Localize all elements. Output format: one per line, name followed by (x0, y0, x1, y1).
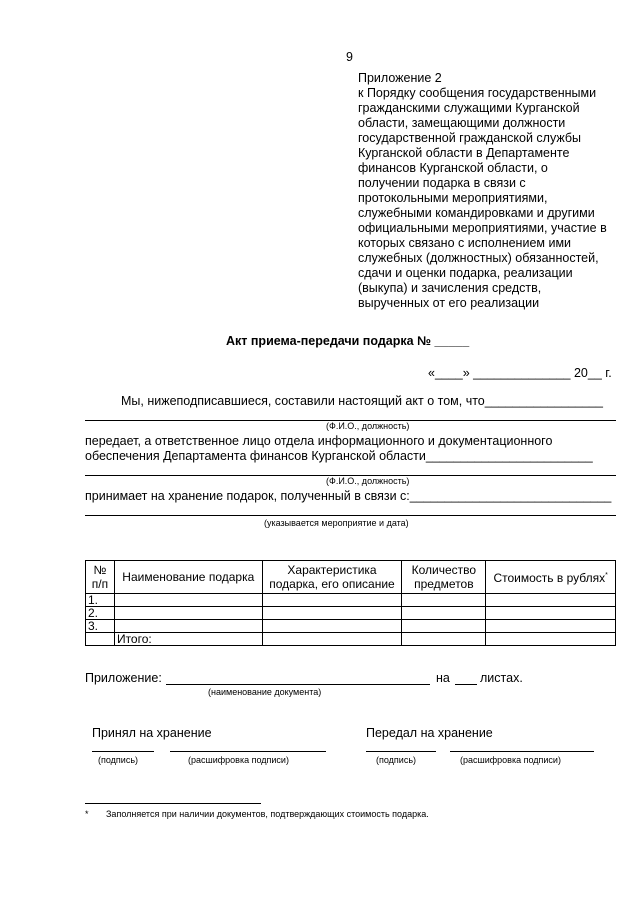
table-cell (262, 633, 402, 646)
attachment-label: Приложение: (85, 671, 162, 685)
footnote-text: Заполняется при наличии документов, подтверждающих стоимость подарка. (106, 809, 429, 819)
table-cell: 1. (86, 594, 115, 607)
attachment-on: на (436, 671, 450, 685)
appendix-line: к Порядку сообщения государственными (358, 86, 597, 100)
header-name: Наименование подарка (114, 561, 262, 594)
appendix-line: протокольными мероприятиями, (358, 191, 548, 205)
attachment-sheets-line (455, 684, 477, 685)
appendix-line: Приложение 2 (358, 71, 442, 85)
table-cell (402, 633, 486, 646)
appendix-block (358, 71, 607, 311)
header-description: Характеристика подарка, его описание (262, 561, 402, 594)
received-decode-line (170, 751, 326, 752)
header-cost (486, 561, 616, 594)
date-line: «____» ______________ 20__ г. (428, 366, 612, 380)
table-cell (114, 620, 262, 633)
appendix-line: (выкупа) и зачисления средств, (358, 281, 542, 295)
handed-decode-line (450, 751, 594, 752)
table-cell (486, 607, 616, 620)
appendix-line: служебных (должностных) обязанностей, (358, 251, 599, 265)
table-cell (402, 620, 486, 633)
table-cell (262, 607, 402, 620)
appendix-line: финансов Курганской области, о (358, 161, 548, 175)
table-cell (402, 594, 486, 607)
received-decode-caption: (расшифровка подписи) (188, 755, 289, 765)
attachment-caption: (наименование документа) (208, 687, 322, 697)
footnote-separator (85, 803, 261, 804)
table-header-row (86, 561, 616, 594)
table-row (86, 607, 616, 620)
table-total-row (86, 633, 616, 646)
table-cell (86, 633, 115, 646)
table-row (86, 620, 616, 633)
handed-signature-caption: (подпись) (376, 755, 417, 765)
appendix-line: которых связано с исполнением ими (358, 236, 572, 250)
table-cell (114, 607, 262, 620)
appendix-line: гражданскими служащими Курганской (358, 101, 580, 115)
attachment-sheets: листах. (480, 671, 523, 685)
table-cell: Итого: (114, 633, 262, 646)
received-signature-line (92, 751, 154, 752)
intro-text: Мы, нижеподписавшиеся, составили настоящий акт о том, что_________________ (121, 394, 603, 408)
appendix-line: области, замещающими должности (358, 116, 566, 130)
act-title: Акт приема-передачи подарка № _____ (226, 334, 470, 348)
fio-caption-2: (Ф.И.О., должность) (326, 476, 410, 486)
event-caption: (указывается мероприятие и дата) (264, 518, 409, 528)
table-cell: 3. (86, 620, 115, 633)
received-signature-caption: (подпись) (98, 755, 139, 765)
table-cell (114, 594, 262, 607)
handed-signature-line (366, 751, 436, 752)
appendix-line: служебными командировками и другими (358, 206, 595, 220)
appendix-line: Курганской области в Департаменте (358, 146, 570, 160)
handed-decode-caption: (расшифровка подписи) (460, 755, 561, 765)
header-quantity: Количество предметов (402, 561, 486, 594)
table-cell: 2. (86, 607, 115, 620)
handed-label: Передал на хранение (366, 726, 493, 740)
table-cell (262, 620, 402, 633)
appendix-line: официальными мероприятиями, участие в (358, 221, 607, 235)
footnote-mark: * (85, 809, 89, 819)
event-line (85, 515, 616, 516)
table-row (86, 594, 616, 607)
fio-caption-1: (Ф.И.О., должность) (326, 421, 410, 431)
header-number: № п/п (86, 561, 115, 594)
appendix-line: сдачи и оценки подарка, реализации (358, 266, 573, 280)
accepts-text: принимает на хранение подарок, полученный в связи с:_____________________________ (85, 489, 612, 503)
page-number: 9 (346, 50, 353, 64)
appendix-line: получении подарка в связи с (358, 176, 526, 190)
appendix-line: вырученных от его реализации (358, 296, 540, 310)
received-label: Принял на хранение (92, 726, 212, 740)
transfer-text-2: обеспечения Департамента финансов Курганской области________________________ (85, 449, 593, 463)
gifts-table (85, 560, 616, 646)
table-cell (486, 594, 616, 607)
header-cost-label: Стоимость в рублях (493, 571, 606, 585)
table-cell (262, 594, 402, 607)
transfer-text-1: передает, а ответственное лицо отдела информационного и документационного (85, 434, 553, 448)
attachment-line (166, 684, 430, 685)
table-cell (486, 620, 616, 633)
header-cost-mark: * (605, 572, 608, 579)
table-cell (486, 633, 616, 646)
appendix-line: государственной гражданской службы (358, 131, 581, 145)
table-cell (402, 607, 486, 620)
